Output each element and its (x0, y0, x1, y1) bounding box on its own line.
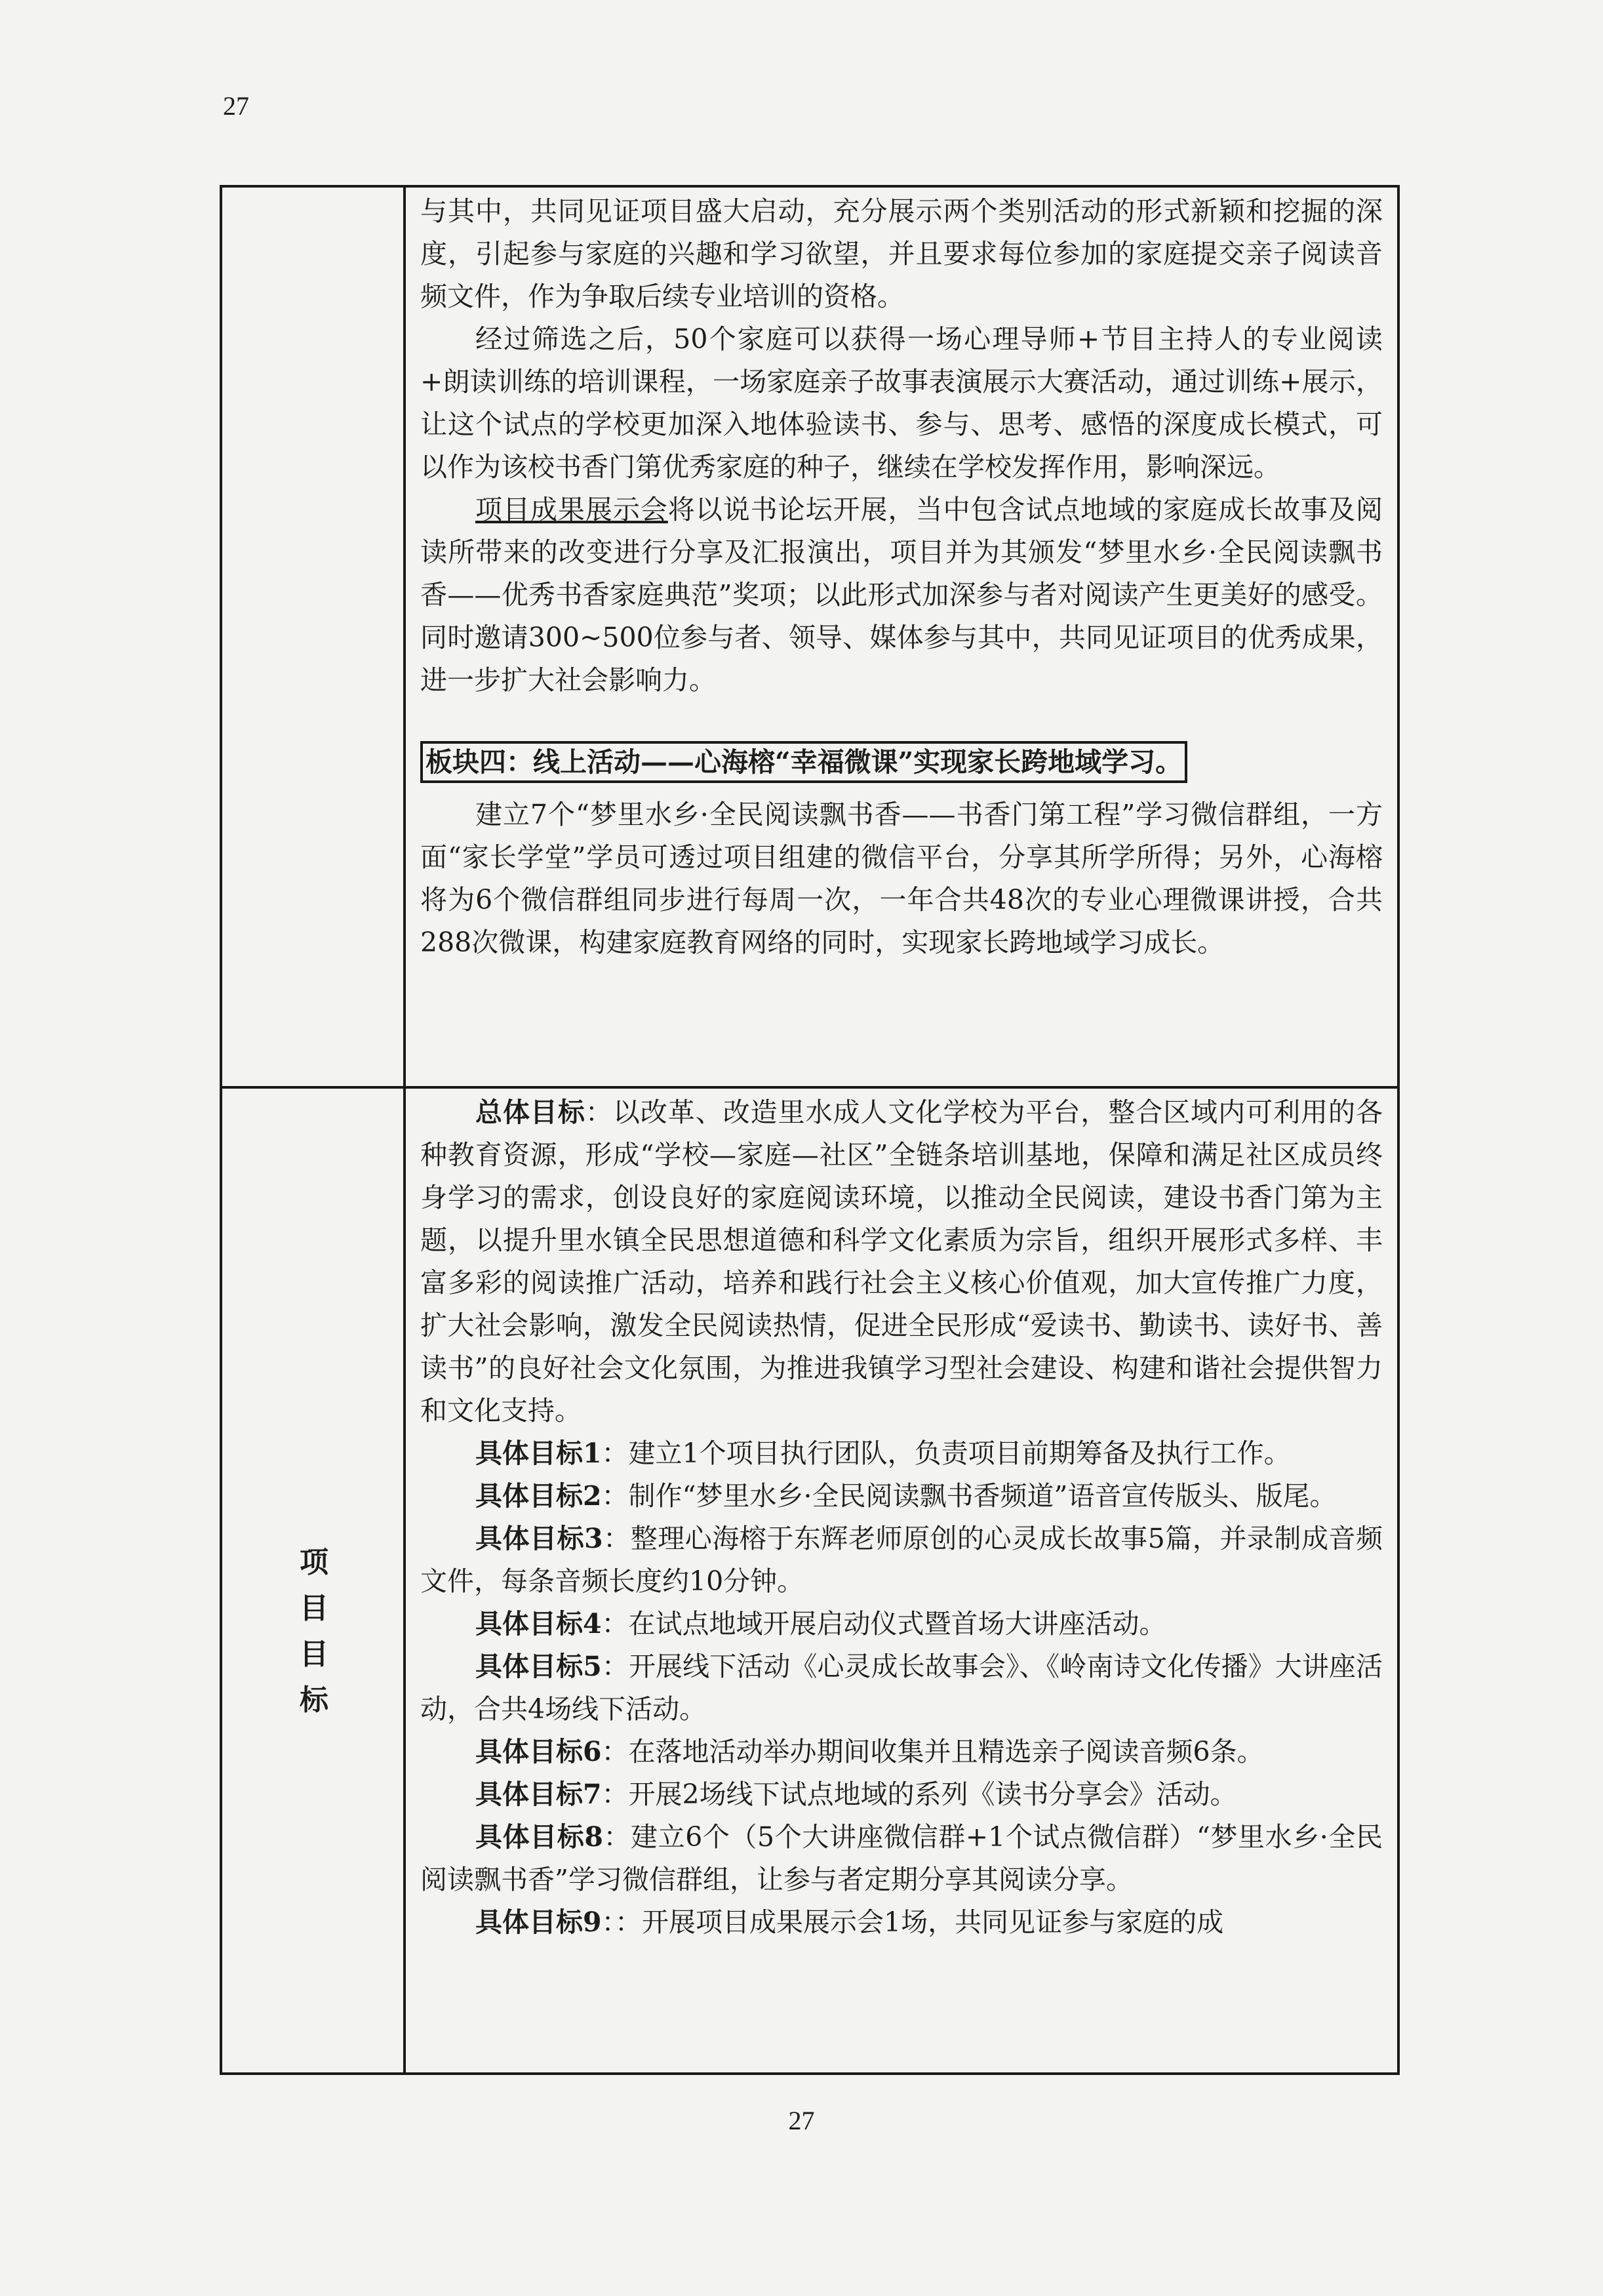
specific-goal (420, 1432, 1383, 1475)
goal-text: ：制作“梦里水乡·全民阅读飘书香频道”语音宣传版头、版尾。 (601, 1480, 1337, 1512)
paragraph-showcase (420, 489, 1383, 702)
project-goals-label (222, 1540, 406, 1723)
block-four-heading: 板块四：线上活动——心海榕“幸福微课”实现家长跨地域学习。 (420, 741, 1187, 783)
overall-goal (420, 1091, 1383, 1432)
specific-goal (420, 1603, 1383, 1645)
specific-goal (420, 1731, 1383, 1773)
table-row-goals (221, 1087, 1398, 2074)
goal-text: ：开展线下活动《心灵成长故事会》、《岭南诗文化传播》大讲座活动，合共4场线下活动。 (420, 1651, 1383, 1725)
showcase-title: 项目成果展示会 (475, 494, 668, 525)
goal-text: ：在试点地域开展启动仪式暨首场大讲座活动。 (601, 1608, 1166, 1640)
goal-label: 具体目标8 (475, 1821, 603, 1853)
project-table (220, 185, 1400, 2075)
table-row-activities (221, 186, 1398, 1087)
specific-goal (420, 1773, 1383, 1816)
page-number-bottom: 27 (788, 2106, 815, 2135)
specific-goal (420, 1475, 1383, 1518)
label-cell-empty (221, 186, 405, 1087)
content-cell-goals (405, 1087, 1398, 2074)
goal-text: ：开展2场线下试点地域的系列《读书分享会》活动。 (601, 1779, 1237, 1810)
goal-label: 具体目标7 (475, 1779, 602, 1810)
goal-label: 具体目标2 (475, 1480, 602, 1512)
specific-goal (420, 1816, 1383, 1901)
specific-goal (420, 1645, 1383, 1731)
goal-text: ：在落地活动举办期间收集并且精选亲子阅读音频6条。 (601, 1736, 1264, 1767)
goal-text: ：建立1个项目执行团队，负责项目前期筹备及执行工作。 (601, 1438, 1291, 1469)
goal-text: ：：开展项目成果展示会1场，共同见证参与家庭的成 (601, 1906, 1224, 1938)
overall-goal-label: 总体目标 (475, 1097, 585, 1128)
label-char: 标 (300, 1683, 328, 1717)
goal-label: 具体目标3 (475, 1523, 603, 1554)
label-char: 目 (300, 1638, 328, 1671)
paragraph-training: 经过筛选之后，50个家庭可以获得一场心理导师+节目主持人的专业阅读+朗读训练的培训课程，一场家庭亲子故事表演展示大赛活动，通过训练+展示，让这个试点的学校更加深入地体验读书、参与、思考、感悟的深度成长模式，可以作为该校书香门第优秀家庭的种子，继续在学校发挥作用，影响深远。 (420, 323, 1383, 483)
goal-text: ：建立6个（5个大讲座微信群+1个试点微信群）“梦里水乡·全民阅读飘书香”学习微信群组，让参与者定期分享其阅读分享。 (420, 1821, 1383, 1895)
label-char: 目 (300, 1592, 328, 1625)
specific-goal (420, 1518, 1383, 1603)
paragraph-online: 建立7个“梦里水乡·全民阅读飘书香——书香门第工程”学习微信群组，一方面“家长学堂”学员可透过项目组建的微信平台，分享其所学所得；另外，心海榕将为6个微信群组同步进行每周一次，一年合共48次的专业心理微课讲授，合共288次微课，构建家庭教育网络的同时，实现家长跨地域学习成长。 (420, 799, 1383, 958)
paragraph-launch: 与其中，共同见证项目盛大启动，充分展示两个类别活动的形式新颖和挖掘的深度，引起参与家庭的兴趣和学习欲望，并且要求每位参加的家庭提交亲子阅读音频文件，作为争取后续专业培训的资格。 (420, 195, 1383, 312)
goal-label: 具体目标4 (475, 1608, 602, 1640)
content-cell-activities (405, 186, 1398, 1087)
goal-text: ：整理心海榕于东辉老师原创的心灵成长故事5篇，并录制成音频文件，每条音频长度约10分钟。 (420, 1523, 1383, 1597)
label-cell-project-goals (221, 1087, 405, 2074)
goal-label: 具体目标5 (475, 1651, 602, 1682)
label-char: 项 (300, 1546, 328, 1579)
showcase-text: 将以说书论坛开展，当中包含试点地域的家庭成长故事及阅读所带来的改变进行分享及汇报演出，项目并为其颁发“梦里水乡·全民阅读飘书香——优秀书香家庭典范”奖项；以此形式加深参与者对阅读产生更美好的感受。同时邀请300~500位参与者、领导、媒体参与其中，共同见证项目的优秀成果，进一步扩大社会影响力。 (420, 494, 1383, 696)
specific-goal (420, 1901, 1383, 1944)
goal-label: 具体目标6 (475, 1736, 602, 1767)
goal-label: 具体目标9 (475, 1906, 602, 1938)
overall-goal-text: ：以改革、改造里水成人文化学校为平台，整合区域内可利用的各种教育资源，形成“学校—家庭—社区”全链条培训基地，保障和满足社区成员终身学习的需求，创设良好的家庭阅读环境，以推动全民阅读，建设书香门第为主题，以提升里水镇全民思想道德和科学文化素质为宗旨，组织开展形式多样、丰富多彩的阅读推广活动，培养和践行社会主义核心价值观，加大宣传推广力度，扩大社会影响，激发全民阅读热情，促进全民形成“爱读书、勤读书、读好书、善读书”的良好社会文化氛围，为推进我镇学习型社会建设、构建和谐社会提供智力和文化支持。 (420, 1097, 1383, 1426)
page-number-top: 27 (223, 91, 249, 121)
goal-label: 具体目标1 (475, 1438, 602, 1469)
